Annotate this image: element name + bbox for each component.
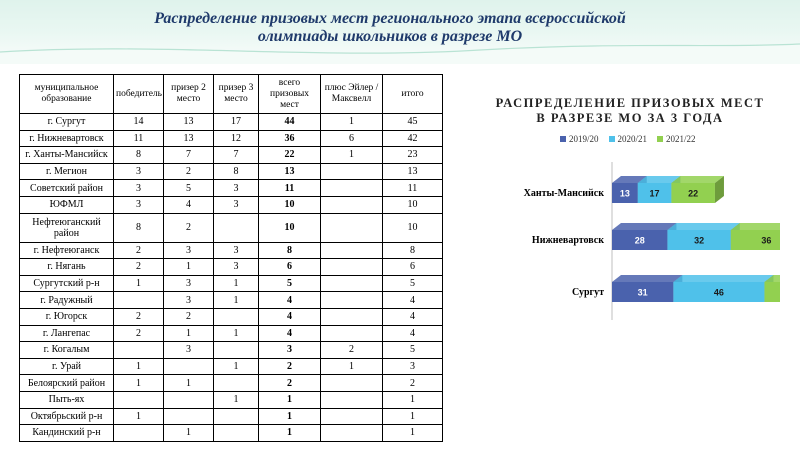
legend-item xyxy=(560,134,599,144)
table-cell xyxy=(214,425,259,442)
data-label: 46 xyxy=(713,287,724,298)
table-row xyxy=(20,180,443,197)
column-header: победитель xyxy=(114,75,164,114)
table-cell: 1 xyxy=(164,259,214,276)
bar-front-face xyxy=(764,282,780,302)
bar-front-face xyxy=(731,230,780,250)
bar-segment xyxy=(673,275,773,302)
table-cell: г. Нижневартовск xyxy=(20,130,114,147)
table-cell: 12 xyxy=(214,130,259,147)
table-cell: 8 xyxy=(214,163,259,180)
table-cell: 1 xyxy=(114,275,164,292)
table-row xyxy=(20,391,443,408)
table-cell: 4 xyxy=(164,196,214,213)
table-cell xyxy=(114,292,164,309)
table-row xyxy=(20,408,443,425)
table-cell xyxy=(321,163,383,180)
table-cell: Октябрьский р-н xyxy=(20,408,114,425)
table-cell: ЮФМЛ xyxy=(20,196,114,213)
table-cell: 13 xyxy=(164,130,214,147)
table-cell xyxy=(321,425,383,442)
table-cell: 1 xyxy=(214,292,259,309)
table-cell: 8 xyxy=(383,242,443,259)
table-cell: 3 xyxy=(214,242,259,259)
table-cell: 6 xyxy=(383,259,443,276)
table-row xyxy=(20,213,443,242)
table-cell xyxy=(321,325,383,342)
table-cell: 4 xyxy=(259,308,321,325)
table-cell: 17 xyxy=(214,114,259,131)
table-cell: 2 xyxy=(164,308,214,325)
column-header: итого xyxy=(383,75,443,114)
table-cell xyxy=(164,391,214,408)
table-cell: г. Сургут xyxy=(20,114,114,131)
table-cell: 5 xyxy=(383,275,443,292)
table-cell xyxy=(321,275,383,292)
prize-distribution-table xyxy=(19,74,443,442)
table-cell: 13 xyxy=(259,163,321,180)
table-cell: 2 xyxy=(164,213,214,242)
table-row xyxy=(20,325,443,342)
table-cell: 10 xyxy=(259,213,321,242)
bar-segment xyxy=(671,176,724,203)
legend-item xyxy=(609,134,648,144)
table-row xyxy=(20,425,443,442)
legend-label: 2020/21 xyxy=(617,134,648,144)
table-cell xyxy=(321,292,383,309)
table-header-row xyxy=(20,75,443,114)
table-cell: 11 xyxy=(383,180,443,197)
legend-label: 2019/20 xyxy=(569,134,599,144)
column-header: призер 3 место xyxy=(214,75,259,114)
table-cell: 2 xyxy=(259,358,321,375)
table-row xyxy=(20,242,443,259)
table-row xyxy=(20,375,443,392)
category-label: Сургут xyxy=(572,287,604,298)
column-header: плюс Эйлер / Максвелл xyxy=(321,75,383,114)
table-cell: 4 xyxy=(383,308,443,325)
table-cell xyxy=(164,358,214,375)
table-cell: 10 xyxy=(259,196,321,213)
table-cell: 3 xyxy=(114,196,164,213)
table-cell: 10 xyxy=(383,213,443,242)
bar-segment xyxy=(612,275,682,302)
table-cell: г. Нягань xyxy=(20,259,114,276)
bar-top-face xyxy=(673,275,773,282)
data-label: 22 xyxy=(688,188,699,199)
table-cell xyxy=(214,213,259,242)
table-cell xyxy=(164,408,214,425)
table-cell xyxy=(321,308,383,325)
table-cell xyxy=(321,242,383,259)
table-cell: г. Когалым xyxy=(20,342,114,359)
column-header: всего призовых мест xyxy=(259,75,321,114)
table-cell: 3 xyxy=(164,275,214,292)
table-cell: Кандинский р-н xyxy=(20,425,114,442)
table-cell: 3 xyxy=(214,259,259,276)
table-cell xyxy=(214,408,259,425)
table-cell: 3 xyxy=(164,342,214,359)
category-label: Нижневартовск xyxy=(531,235,604,246)
bar-top-face xyxy=(612,223,676,230)
legend-swatch xyxy=(609,136,615,142)
table-cell: г. Урай xyxy=(20,358,114,375)
column-header: муниципальное образование xyxy=(20,75,114,114)
data-label: 17 xyxy=(649,188,660,199)
legend-swatch xyxy=(560,136,566,142)
table-cell: 1 xyxy=(383,391,443,408)
table-cell: 13 xyxy=(383,163,443,180)
table-cell: 22 xyxy=(259,147,321,164)
table-cell: 4 xyxy=(383,292,443,309)
table-cell xyxy=(321,408,383,425)
table-row xyxy=(20,114,443,131)
table-cell: г. Югорск xyxy=(20,308,114,325)
table-cell xyxy=(114,425,164,442)
table-cell: 8 xyxy=(114,213,164,242)
table-cell: г. Ханты-Мансийск xyxy=(20,147,114,164)
table-cell: 1 xyxy=(259,391,321,408)
table-cell: 11 xyxy=(259,180,321,197)
table-cell: 1 xyxy=(114,358,164,375)
table-cell: 1 xyxy=(214,358,259,375)
table-cell: Белоярский район xyxy=(20,375,114,392)
legend-swatch xyxy=(657,136,663,142)
table-cell: 1 xyxy=(321,147,383,164)
table-cell: 42 xyxy=(383,130,443,147)
table-cell: 10 xyxy=(383,196,443,213)
table-cell: 1 xyxy=(214,391,259,408)
table-cell: 8 xyxy=(114,147,164,164)
data-label: 32 xyxy=(694,235,705,246)
table-cell: 1 xyxy=(114,375,164,392)
table-cell: 1 xyxy=(214,325,259,342)
table-cell: 2 xyxy=(383,375,443,392)
table-cell xyxy=(321,259,383,276)
chart-legend xyxy=(560,134,696,144)
table-row xyxy=(20,259,443,276)
table-cell xyxy=(321,375,383,392)
table-cell xyxy=(321,213,383,242)
prize-chart xyxy=(470,150,780,340)
table-cell xyxy=(214,342,259,359)
table-cell: 13 xyxy=(164,114,214,131)
slide-title xyxy=(110,10,670,46)
table-row xyxy=(20,292,443,309)
table-cell: 11 xyxy=(114,130,164,147)
table-row xyxy=(20,163,443,180)
table-cell: 14 xyxy=(114,114,164,131)
table-cell: 3 xyxy=(214,180,259,197)
data-label: 13 xyxy=(619,188,630,199)
table-cell: 6 xyxy=(259,259,321,276)
table-cell: 2 xyxy=(114,242,164,259)
category-label: Ханты-Мансийск xyxy=(523,188,604,199)
table-cell xyxy=(114,391,164,408)
data-label: 31 xyxy=(637,287,648,298)
data-label: 28 xyxy=(634,235,645,246)
table-cell: 4 xyxy=(383,325,443,342)
table-cell: г. Мегион xyxy=(20,163,114,180)
table-cell: Нефтеюганский район xyxy=(20,213,114,242)
table-cell: 5 xyxy=(259,275,321,292)
legend-label: 2021/22 xyxy=(666,134,696,144)
table-row xyxy=(20,196,443,213)
table-cell: 3 xyxy=(164,242,214,259)
table-cell: 23 xyxy=(383,147,443,164)
table-cell: 3 xyxy=(259,342,321,359)
table-cell: 3 xyxy=(114,180,164,197)
bar-top-face xyxy=(667,223,739,230)
bar-segment xyxy=(731,223,780,250)
table-cell: 3 xyxy=(114,163,164,180)
table-cell: 1 xyxy=(383,425,443,442)
table-cell: 3 xyxy=(164,292,214,309)
table-cell: 36 xyxy=(259,130,321,147)
table-row xyxy=(20,358,443,375)
table-row xyxy=(20,308,443,325)
table-cell: 1 xyxy=(321,114,383,131)
data-label: 36 xyxy=(761,235,772,246)
table-cell xyxy=(214,308,259,325)
table-cell: г. Нефтеюганск xyxy=(20,242,114,259)
table-cell: 1 xyxy=(114,408,164,425)
table-cell: Пыть-ях xyxy=(20,391,114,408)
table-cell: 1 xyxy=(164,375,214,392)
table-cell: 1 xyxy=(214,275,259,292)
slide-title-line-1: Распределение призовых мест регионального этапа всероссийской xyxy=(154,10,626,27)
table-cell: 3 xyxy=(214,196,259,213)
table-cell xyxy=(321,180,383,197)
table-cell: 4 xyxy=(259,325,321,342)
table-cell: 7 xyxy=(164,147,214,164)
bar-top-face xyxy=(671,176,724,183)
table-cell: 2 xyxy=(259,375,321,392)
table-cell: Советский район xyxy=(20,180,114,197)
table-cell xyxy=(214,375,259,392)
table-cell: 5 xyxy=(164,180,214,197)
table-cell xyxy=(321,196,383,213)
table-cell: 2 xyxy=(114,325,164,342)
table-cell xyxy=(114,342,164,359)
table-cell: 8 xyxy=(259,242,321,259)
bar-segment xyxy=(667,223,739,250)
table-cell: 2 xyxy=(164,163,214,180)
table-cell: 1 xyxy=(383,408,443,425)
table-cell: 2 xyxy=(321,342,383,359)
table-cell: 44 xyxy=(259,114,321,131)
table-cell: 1 xyxy=(164,425,214,442)
table-row xyxy=(20,275,443,292)
table-cell: 5 xyxy=(383,342,443,359)
table-cell: 1 xyxy=(259,408,321,425)
table-cell: 45 xyxy=(383,114,443,131)
table-row xyxy=(20,147,443,164)
bar-segment xyxy=(612,223,676,250)
table-cell: 2 xyxy=(114,308,164,325)
table-row xyxy=(20,342,443,359)
table-cell: 1 xyxy=(321,358,383,375)
table-cell xyxy=(321,391,383,408)
table-cell: 2 xyxy=(114,259,164,276)
table-cell: 7 xyxy=(214,147,259,164)
table-cell: 1 xyxy=(259,425,321,442)
table-cell: г. Радужный xyxy=(20,292,114,309)
table-cell: Сургутский р-н xyxy=(20,275,114,292)
table-cell: 1 xyxy=(164,325,214,342)
chart-title: РАСПРЕДЕЛЕНИЕ ПРИЗОВЫХ МЕСТ В РАЗРЕЗЕ МО ЗА 3 ГОДА xyxy=(495,96,765,125)
table-cell: 3 xyxy=(383,358,443,375)
column-header: призер 2 место xyxy=(164,75,214,114)
table-cell: 4 xyxy=(259,292,321,309)
table-row xyxy=(20,130,443,147)
table-cell: г. Лангепас xyxy=(20,325,114,342)
legend-item xyxy=(657,134,696,144)
slide-title-line-2: олимпиады школьников в разрезе МО xyxy=(257,28,523,45)
table-cell: 6 xyxy=(321,130,383,147)
bar-top-face xyxy=(612,275,682,282)
